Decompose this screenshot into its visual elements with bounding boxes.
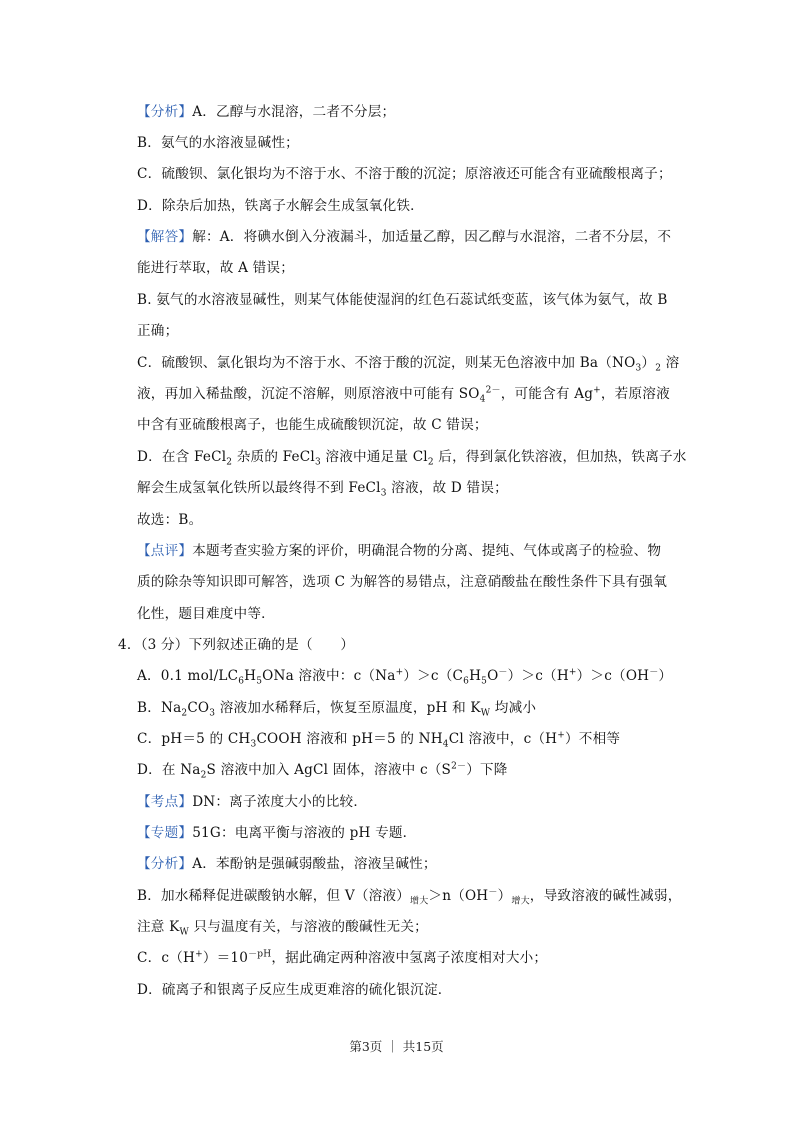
text-line: 【分析】A．乙醇与水混溶，二者不分层； <box>137 104 396 120</box>
text-line: B. 氨气的水溶液显碱性，则某气体能使湿润的红色石蕊试纸变蓝，该气体为氨气，故 B <box>137 292 668 308</box>
text-line: D．硫离子和银离子反应生成更难溶的硫化银沉淀． <box>137 982 452 998</box>
text-line: B．$Na_2CO_3$ 溶液加水稀释后，恢复至原温度，pH 和 $K_W$ 均减小 <box>137 700 537 719</box>
text-line: B．加水稀释促进碳酸钠水解，但 V（溶液）$_{增大}>n(OH^-)_{增大}$，导致溶液的碱性减弱， <box>137 887 682 907</box>
text-line: 【考点】DN：离子浓度大小的比较． <box>137 794 368 810</box>
text-line: 液，再加入稀盐酸，沉淀不溶解，则原溶液中可能有 $SO_4^{2-}$，可能含有 Ag+，若原溶液 <box>137 385 670 405</box>
text-line: 质的除杂等知识即可解答，选项 C 为解答的易错点，注意硝酸盐在酸性条件下具有强氧 <box>137 574 668 590</box>
page-footer: 第3页 ｜ 共15页 <box>349 1039 444 1054</box>
text-line: 能进行萃取，故 A 错误； <box>137 260 294 276</box>
text-line: D．在含 FeCl$_2$ 杂质的 FeCl$_3$ 溶液中通足量 $Cl_2$ 后，得到氯化铁溶液，但加热，铁离子水 <box>137 449 687 468</box>
text-line: D．除杂后加热，铁离子水解会生成氢氧化铁． <box>137 198 424 214</box>
text-line: C．$c(H^+)=10^{-pH}$，据此确定两种溶液中氢离子浓度相对大小； <box>137 949 548 966</box>
text-line: 中含有亚硫酸根离子，也能生成硫酸钡沉淀，故 C 错误； <box>137 417 488 433</box>
text-line: 【专题】51G：电离平衡与溶液的 pH 专题． <box>137 825 417 841</box>
text-line: 正确； <box>137 323 179 339</box>
text-line: 化性，题目难度中等． <box>137 606 275 622</box>
text-line: 注意 $K_W$ 只与温度有关，与溶液的酸碱性无关； <box>137 919 428 938</box>
text-line: A．0.1 mol/$LC_6H_5ONa$ 溶液中：$c(Na^+)>c(C_6H_5O^-)>c(H^+)>c(OH^-)$ <box>137 667 673 687</box>
text-line: C．pH＝5 的 $CH_3COOH$ 溶液和 pH＝5 的 $NH_4Cl$ 溶液中，c（H+）不相等 <box>137 730 621 750</box>
text-line: 【解答】解：A．将碘水倒入分液漏斗，加适量乙醇，因乙醇与水混溶，二者不分层，不 <box>137 229 672 245</box>
text-line: D．在 $Na_2S$ 溶液中加入 AgCl 固体，溶液中 $c(S^{2-})$下降 <box>137 761 508 781</box>
text-line: 故选：B。 <box>137 512 203 528</box>
text-line: C．硫酸钡、氯化银均为不溶于水、不溶于酸的沉淀；原溶液还可能含有亚硫酸根离子； <box>137 166 672 182</box>
text-line: B．氨气的水溶液显碱性； <box>137 135 299 151</box>
text-line: 解会生成氢氧化铁所以最终得不到 FeCl$_3$ 溶液，故 D 错误； <box>137 480 508 499</box>
text-line: C．硫酸钡、氯化银均为不溶于水、不溶于酸的沉淀，则某无色溶液中加 $Ba(NO_3)_2$ 溶 <box>137 355 680 374</box>
text-line: 【分析】A．苯酚钠是强碱弱酸盐，溶液呈碱性； <box>137 856 437 872</box>
text-line: 4．（3 分）下列叙述正确的是（ ） <box>118 637 355 653</box>
text-line: 【点评】本题考查实验方案的评价，明确混合物的分离、提纯、气体或离子的检验、物 <box>137 543 662 559</box>
